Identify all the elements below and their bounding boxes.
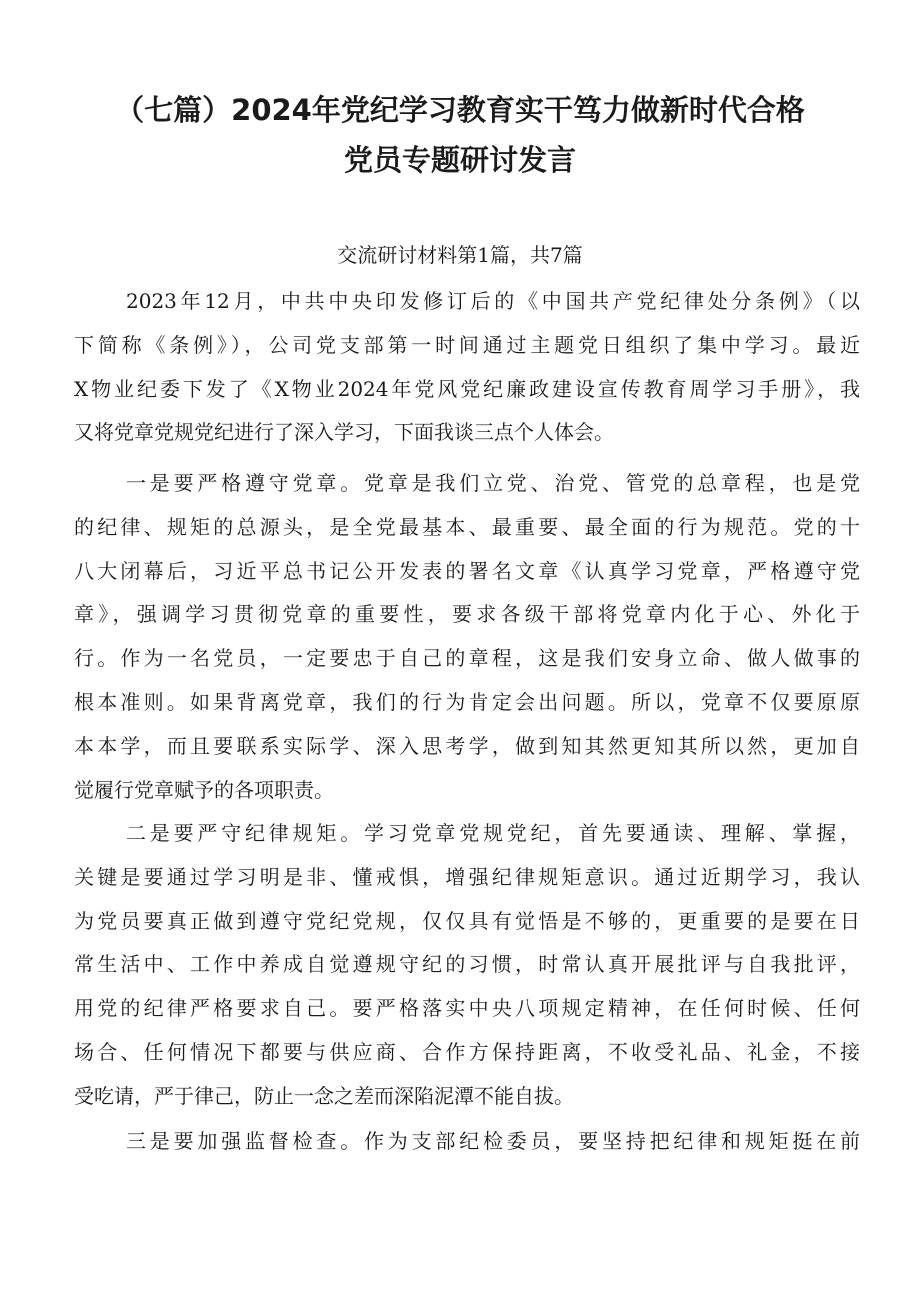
paragraph-2: [74, 462, 860, 812]
paragraph-line: 觉履行党章赋予的各项职责。: [74, 777, 334, 802]
paragraph-line: 为党员要真正做到遵守党纪党规，仅仅具有觉悟是不够的，更重要的是要在日: [74, 908, 860, 933]
paragraph-line: 用党的纪律严格要求自己。要严格落实中央八项规定精神，在任何时候、任何: [74, 996, 860, 1021]
paragraph-line: 受吃请，严于律己，防止一念之差而深陷泥潭不能自拔。: [74, 1083, 574, 1108]
paragraph-line: 行。作为一名党员，一定要忠于自己的章程，这是我们安身立命、做人做事的: [74, 646, 860, 671]
paragraph-line: 八大闭幕后，习近平总书记公开发表的署名文章《认真学习党章，严格遵守党: [74, 558, 860, 583]
document-title-line-2: 党员专题研讨发言: [343, 143, 576, 177]
paragraph-line: 一是要严格遵守党章。党章是我们立党、治党、管党的总章程，也是党: [126, 471, 860, 495]
paragraph-line: X物业纪委下发了《X物业2024年党风党纪廉政建设宣传教育周学习手册》，我: [74, 376, 860, 401]
paragraph-line: 本本学，而且要联系实际学、深入思考学，做到知其然更知其所以然，更加自: [74, 733, 860, 758]
document-title-line-1: （七篇）2024年党纪学习教育实干笃力做新时代合格: [115, 93, 805, 127]
paragraph-3: [74, 812, 860, 1119]
paragraph-line: 又将党章党规党纪进行了深入学习，下面我谈三点个人体会。: [74, 420, 614, 445]
paragraph-line: 章》，强调学习贯彻党章的重要性，要求各级干部将党章内化于心、外化于: [74, 602, 860, 627]
paragraph-4: [74, 1120, 860, 1164]
paragraph-line: 根本准则。如果背离党章，我们的行为肯定会出问题。所以，党章不仅要原原: [74, 689, 860, 714]
paragraph-line: 常生活中、工作中养成自觉遵规守纪的习惯，时常认真开展批评与自我批评，: [74, 952, 860, 977]
paragraph-line: 三是要加强监督检查。作为支部纪检委员，要坚持把纪律和规矩挺在前: [126, 1129, 860, 1153]
paragraph-line: 下简称《条例》），公司党支部第一时间通过主题党日组织了集中学习。最近: [74, 332, 860, 357]
paragraph-line: 的纪律、规矩的总源头，是全党最基本、最重要、最全面的行为规范。党的十: [74, 514, 860, 539]
paragraph-line: 二是要严守纪律规矩。学习党章党规党纪，首先要通读、理解、掌握，: [126, 821, 860, 845]
document-subtitle: 交流研讨材料第1篇，共7篇: [337, 243, 583, 267]
paragraph-line: 2023年12月，中共中央印发修订后的《中国共产党纪律处分条例》（以: [126, 289, 860, 313]
paragraph-line: 关键是要通过学习明是非、懂戒惧，增强纪律规矩意识。通过近期学习，我认: [74, 864, 860, 889]
paragraph-1: [74, 280, 860, 455]
paragraph-line: 场合、任何情况下都要与供应商、合作方保持距离，不收受礼品、礼金，不接: [74, 1039, 860, 1064]
